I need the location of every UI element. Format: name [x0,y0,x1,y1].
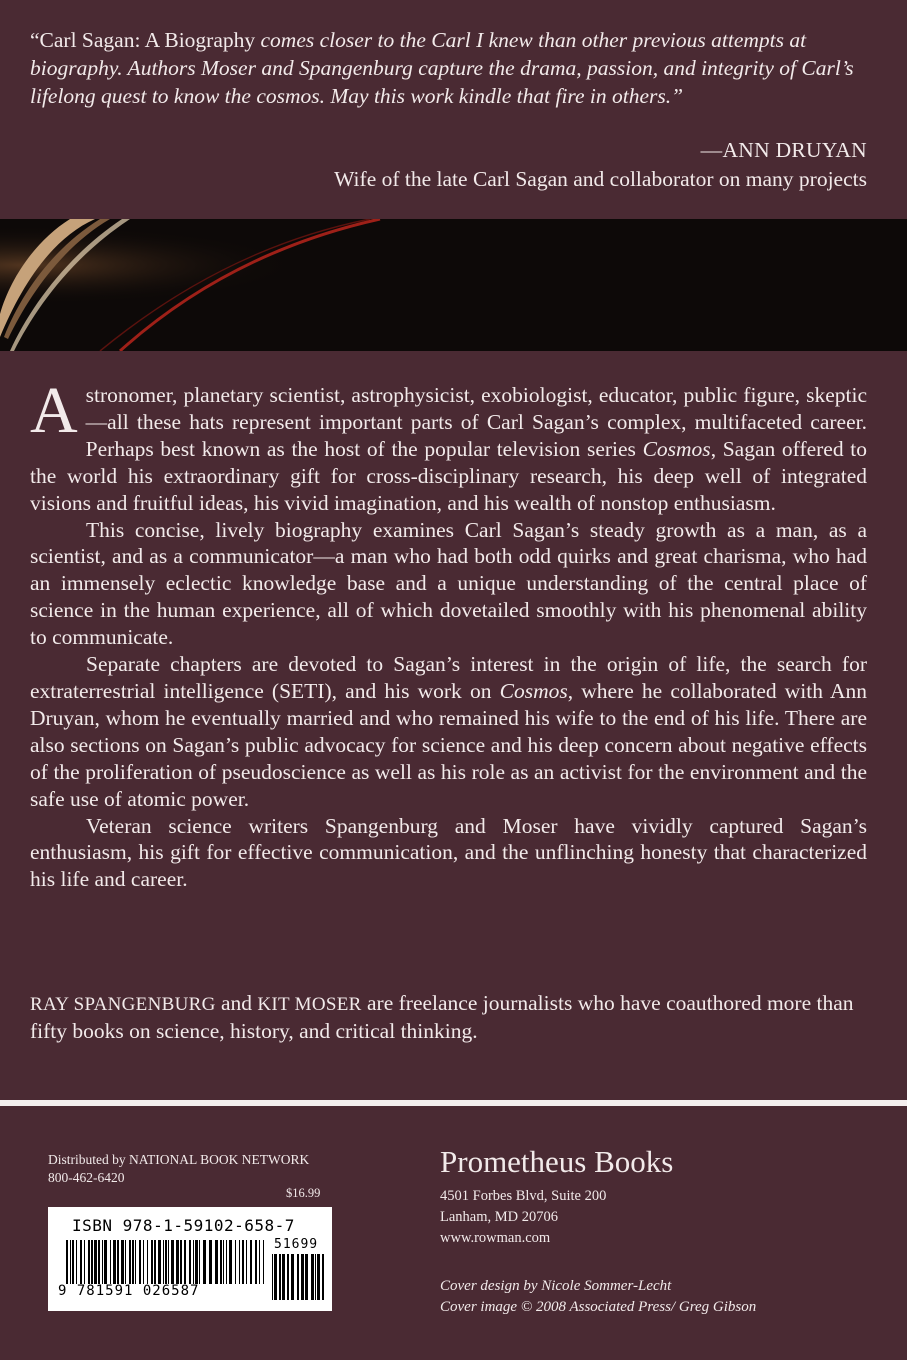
distributor-line: Distributed by NATIONAL BOOK NETWORK [48,1152,310,1167]
isbn-number: ISBN 978-1-59102-658-7 [72,1216,295,1235]
attribution-role: Wife of the late Carl Sagan and collaborator on many projects [334,167,867,191]
author-1: RAY SPANGENBURG [30,994,216,1015]
endorsement-quote [30,26,880,110]
barcode-bar [113,1240,116,1284]
barcode-bar [143,1240,144,1284]
description-p1-text: stronomer, planetary scientist, astrophysicist, exobiologist, educator, public figure, skeptic—all these hats represent important parts of Carl Sagan’s complex, multifaceted career. Perhaps best known as the host of the popular television series [85,383,867,461]
barcode-bar [66,1240,68,1284]
distributor-phone: 800-462-6420 [48,1170,125,1185]
barcode-bar [220,1240,222,1284]
barcode-bar [291,1254,294,1300]
price: $16.99 [286,1186,321,1200]
barcode-bar [274,1254,277,1300]
barcode-bar [317,1254,320,1300]
barcode-bar [171,1240,174,1284]
address-line-2: Lanham, MD 20706 [440,1209,558,1225]
barcode-bar [226,1240,227,1284]
barcode-bar [193,1240,194,1284]
description-paragraph-4: Veteran science writers Spangenburg and Moser have vividly captured Sagan’s enthusiasm, his gift for effective communication, and the unflinching honesty that characterized his life and career. [30,813,867,892]
barcode-bar [84,1240,85,1284]
barcode-bar [315,1254,316,1300]
attribution-name: —ANN DRUYAN [700,138,867,162]
cover-image-credit: Cover image © 2008 Associated Press/ Greg Gibson [440,1299,757,1315]
addon-digits: 51699 [274,1237,319,1252]
barcode-bar [322,1254,324,1300]
barcode-bar [279,1254,281,1300]
addon-barcode-bars [272,1254,324,1300]
barcode-bar [76,1240,77,1284]
barcode-bar [154,1240,156,1284]
barcode-bar [223,1240,224,1284]
barcode-bar [263,1240,264,1284]
publisher-address [440,1186,606,1249]
distributor-info [48,1151,309,1187]
barcode-bar [180,1240,182,1284]
barcode-bar [195,1240,198,1284]
barcode-bar [209,1240,212,1284]
barcode-bar [282,1254,285,1300]
description-p3-text: Separate chapters are devoted to Sagan’s interest in the origin of life, the search for extraterrestrial intelligence (SETI), and his work on [30,652,867,703]
drop-cap: A [30,374,78,447]
barcode-bar [110,1240,111,1284]
quote-title: “Carl Sagan: A Biography [30,28,256,52]
description-p1-rest: , Sagan offered to the world his extraordinary gift for cross-disciplinary research, his deep well of integrated visions and fruitful ideas, his vivid imagination, and his wealth of nonstop enthusiasm. [30,436,867,515]
barcode-bar [121,1240,124,1284]
barcode-bar [129,1240,131,1284]
barcode-bar [98,1240,100,1284]
barcode-bar [199,1240,200,1284]
author-2: KIT MOSER [257,994,362,1015]
barcode-bar [104,1240,107,1284]
barcode-bar [91,1240,93,1284]
barcode-bar [163,1240,164,1284]
barcode-bar [158,1240,161,1284]
barcode-bar [250,1240,252,1284]
description-paragraph-2: This concise, lively biography examines Carl Sagan’s steady growth as a man, as a scientist, and as a communicator—a man who had both odd quirks and great charisma, who had an immensely eclectic knowledge base and a unique understanding of the central place of science in the human experience, all of which dovetailed smoothly with his phenomenal ability to communicate. [30,517,867,650]
barcode-bar [189,1240,191,1284]
description-p1-title: Cosmos [642,436,711,461]
publisher-name: Prometheus Books [440,1144,674,1179]
barcode-bar [94,1240,97,1284]
barcode-bar [135,1240,136,1284]
ean-digits: 9 781591 026587 [58,1283,200,1299]
barcode-bar [102,1240,103,1284]
barcode-bar [311,1254,314,1300]
divider-rule [0,1100,907,1106]
description-paragraph-1 [30,374,867,517]
barcode-bar [184,1240,186,1284]
barcode-bar [297,1254,299,1300]
barcode-bar [70,1240,71,1284]
quote-attribution [334,136,867,194]
address-line-1: 4501 Forbes Blvd, Suite 200 [440,1188,607,1204]
author-bio-text: are freelance journalists who have coauthored more than fifty books on science, history, and critical thinking. [30,991,854,1043]
barcode-bar [165,1240,167,1284]
barcode-bar [215,1240,218,1284]
barcode-bar [235,1240,236,1284]
description-paragraph-3 [30,651,867,812]
isbn-barcode [48,1207,332,1311]
author-bio [30,990,870,1045]
barcode-bar [305,1254,308,1300]
author-conjunction: and [215,991,258,1015]
barcode-bar [147,1240,148,1284]
description-p3-rest: , where he collaborated with Ann Druyan, whom he eventually married and who remained his wife to the end of his life. There are also sections on Sagan’s public advocacy for science and his deep concern about negative effects of the proliferation of pseudoscience as well as his role as an activist for the environment and the safe use of atomic power. [30,678,867,811]
barcode-bar [176,1240,179,1284]
barcode-bar [203,1240,206,1284]
cover-photo-strip [0,219,907,351]
description-p3-title: Cosmos [499,678,568,703]
barcode-bar [80,1240,82,1284]
barcode-bar [229,1240,232,1284]
barcode-bar [239,1240,240,1284]
quote-text: comes closer to the Carl I knew than other previous attempts at biography. Authors Moser and Spangenburg capture the drama, passion, and integrity of Carl’s lifelong quest to know the cosmos. May this work kindle that fire in others.” [30,28,854,108]
book-description [30,374,867,893]
barcode-bar [125,1240,126,1284]
barcode-bar [255,1240,257,1284]
barcode-bar [117,1240,119,1284]
barcode-bar [287,1254,289,1300]
barcode-bar [242,1240,244,1284]
ean-barcode-bars [66,1240,264,1284]
barcode-bar [259,1240,260,1284]
barcode-bar [72,1240,74,1284]
barcode-bar [139,1240,141,1284]
publisher-website: www.rowman.com [440,1230,551,1246]
barcode-bar [301,1254,304,1300]
barcode-bar [151,1240,153,1284]
cover-credits [440,1276,756,1318]
cover-design-credit: Cover design by Nicole Sommer-Lecht [440,1278,672,1294]
barcode-bar [132,1240,134,1284]
barcode-bar [246,1240,247,1284]
barcode-bar [272,1254,273,1300]
barcode-bar [88,1240,90,1284]
saturn-ring-image [0,219,907,351]
barcode-bar [168,1240,169,1284]
